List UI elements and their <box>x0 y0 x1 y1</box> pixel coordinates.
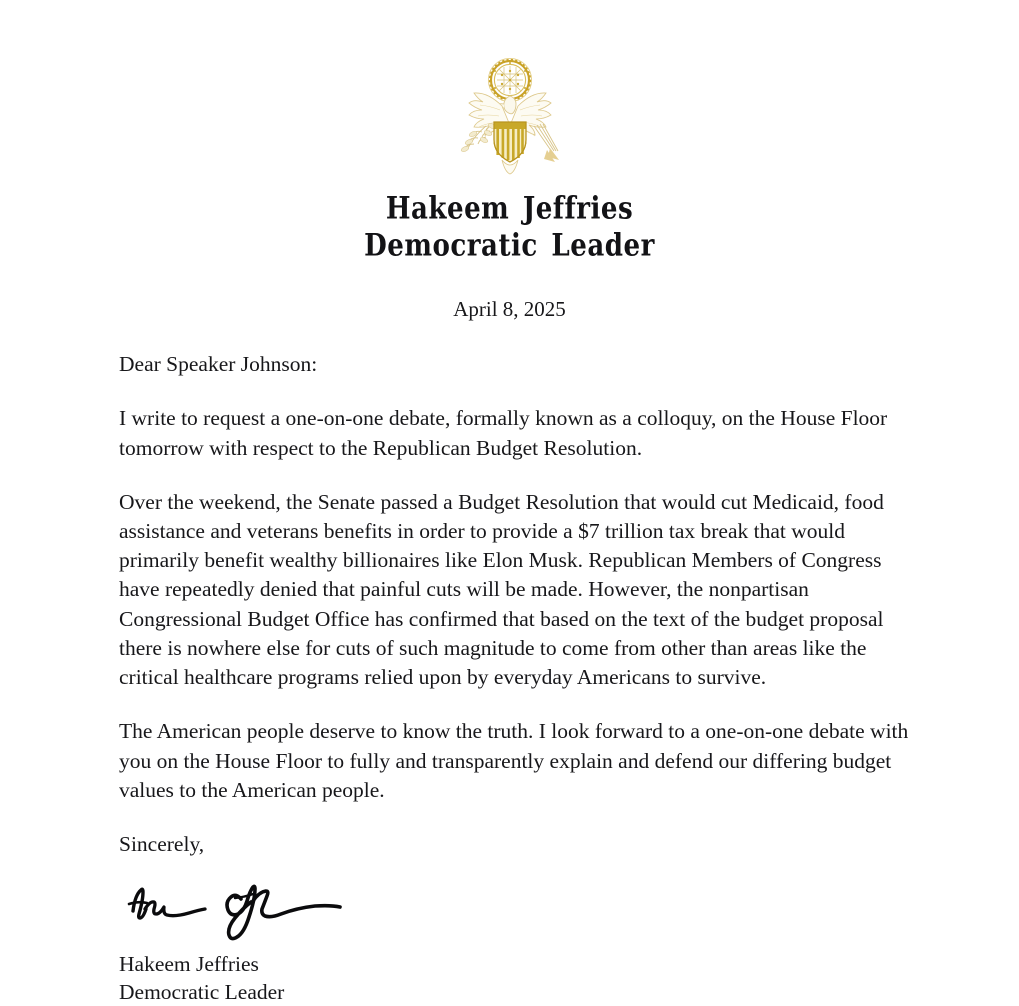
closing-salutation: Sincerely, <box>119 832 205 857</box>
body-paragraph-2: Over the weekend, the Senate passed a Budget Resolution that would cut Medicaid, food assistance and veterans benefits in order to provide a $7 trillion tax break that would primarily benefit wealthy billionaires like Elon Musk. Republican Members of Congress have repeatedly denied that painful cuts will be made. However, the nonpartisan Congressional Budget Office has confirmed that based on the text of the budget proposal there is nowhere else for cuts of such magnitude to come from other than areas like the critical healthcare programs relied upon by everyday Americans to survive. <box>119 489 884 690</box>
great-seal-of-the-united-states-icon <box>430 52 590 178</box>
handwritten-signature-icon <box>119 871 369 941</box>
letter-date: April 8, 2025 <box>453 297 566 322</box>
letter-body <box>119 350 919 859</box>
body-paragraph-3: The American people deserve to know the truth. I look forward to a one-on-one debate with you on the House Floor to fully and transparently explain and defend our differing budget values to the American people. <box>119 719 909 802</box>
signature-name: Hakeem Jeffries <box>119 952 259 977</box>
signature-title: Democratic Leader <box>119 979 285 1004</box>
letterhead-name: Hakeem Jeffries <box>385 189 634 227</box>
salutation: Dear Speaker Johnson: <box>119 352 318 377</box>
letterhead-title: Democratic Leader <box>364 226 655 263</box>
body-paragraph-1: I write to request a one-on-one debate, formally known as a colloquy, on the House Floor tomorrow with respect to the Republican Budget Resolution. <box>119 406 888 460</box>
signature-block <box>119 871 1019 945</box>
letterhead <box>0 0 1019 263</box>
